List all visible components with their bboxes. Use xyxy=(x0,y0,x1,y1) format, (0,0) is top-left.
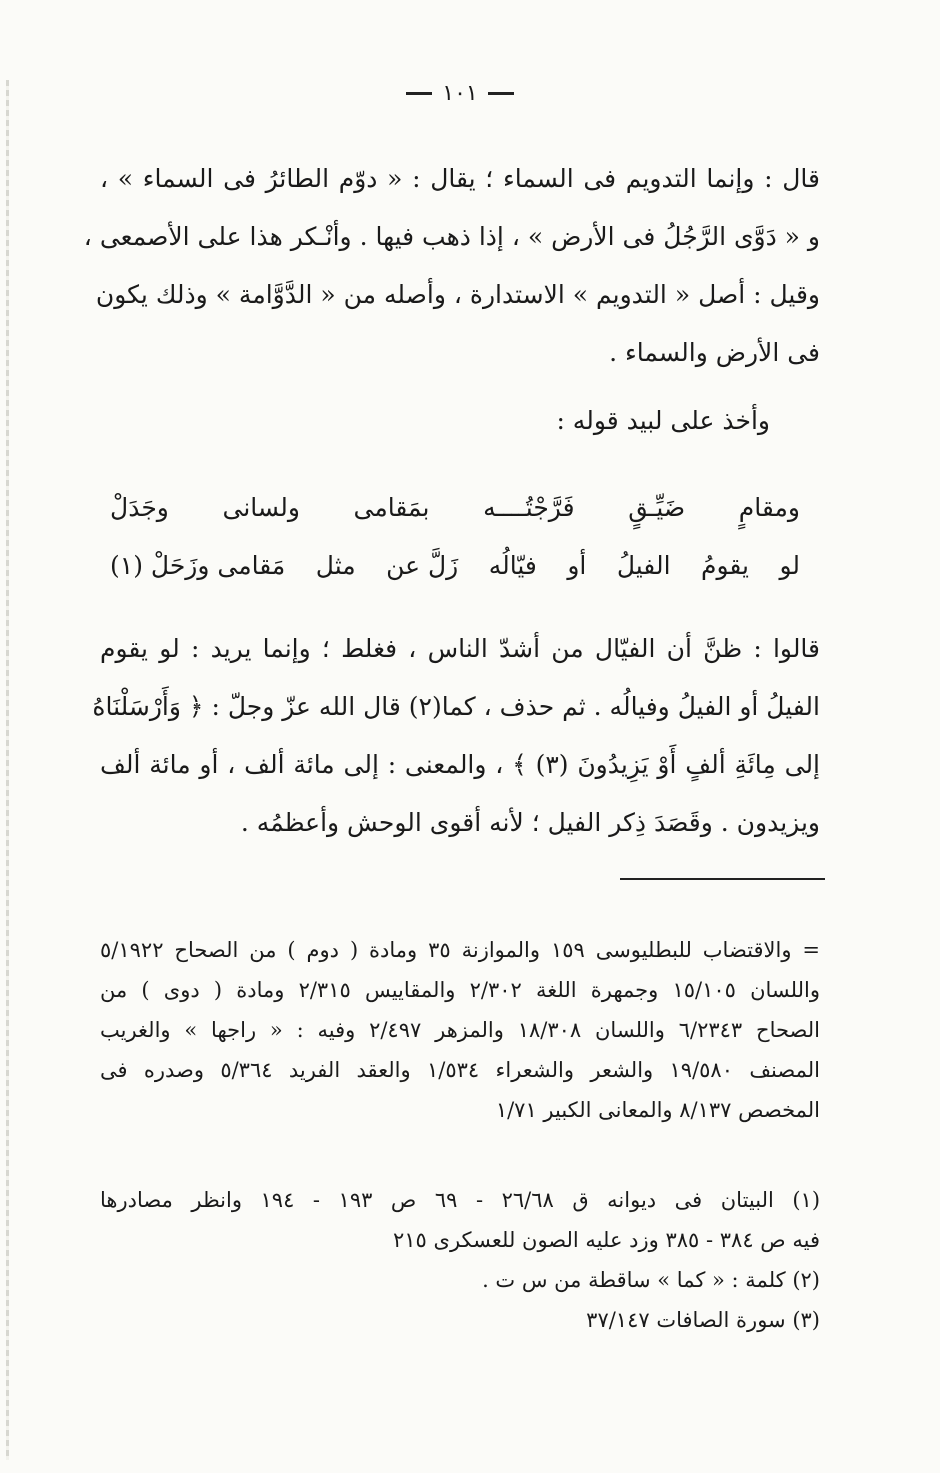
page-number xyxy=(400,78,520,108)
footnote-1-cont: فيه ص ٣٨٤ - ٣٨٥ وزد عليه الصون للعسكرى ٢١٥ xyxy=(393,1228,820,1252)
verse-word: ضَيِّـقٍ xyxy=(628,492,686,522)
page-number-dash xyxy=(488,92,514,95)
paragraph-1 xyxy=(83,150,820,382)
footnote-line: المخصص ٨/١٣٧ والمعانى الكبير ١/٧١ xyxy=(495,1098,820,1122)
text-line: إلى مِائَةِ ألفٍ أَوْ يَزِيدُونَ (٣) ﴾ ، والمعنى : إلى مائة ألف ، أو مائة ألف xyxy=(100,750,821,779)
text-line: قال : وإنما التدويم فى السماء ؛ يقال : « دوّم الطائرُ فى السماء » ، xyxy=(100,164,820,193)
footnotes xyxy=(100,1180,820,1340)
page-number-dash xyxy=(406,92,432,95)
verse-word: بمَقامى xyxy=(353,492,430,522)
verse-word: ولسانى xyxy=(222,492,300,522)
text-line: الفيلُ أو الفيلُ وفيالُه . ثم حذف ، كما(٢) قال الله عزّ وجلّ : ﴿ وَأَرْسَلْنَاهُ xyxy=(92,692,820,721)
footnote-line: = والاقتضاب للبطليوسى ١٥٩ والموازنة ٣٥ ومادة ( دوم ) من الصحاح ٥/١٩٢٢ xyxy=(100,938,820,962)
footnote-line: المصنف ١٩/٥٨٠ والشعر والشعراء ١/٥٣٤ والعقد الفريد ٥/٣٦٤ وصدره فى xyxy=(100,1058,820,1082)
text-line: وأخذ على لبيد قوله : xyxy=(556,406,770,435)
verse-word: فَرَّجْتُــــه xyxy=(483,492,575,522)
verse-word: فيّالُه xyxy=(488,550,537,580)
text-line: ويزيدون . وقَصَدَ ذِكر الفيل ؛ لأنه أقوى الوحش وأعظمُه . xyxy=(240,808,820,837)
footnote-line: واللسان ١٥/١٠٥ وجمهرة اللغة ٢/٣٠٢ والمقاييس ٢/٣١٥ ومادة ( دوى ) من xyxy=(100,978,820,1002)
verse-word: وجَدَلْ xyxy=(110,492,169,522)
footnote-2: (٢) كلمة : « كما » ساقطة من س ت . xyxy=(482,1268,820,1292)
footnote-continuation xyxy=(100,930,820,1130)
text-line: و « دَوَّى الرَّجُلُ فى الأرض » ، إذا ذهب فيها . وأنْـكر هذا على الأصمعى ، xyxy=(83,222,820,251)
footnote-line: الصحاح ٦/٢٣٤٣ واللسان ١٨/٣٠٨ والمزهر ٢/٤٩٧ وفيه : « راجها » والغريب xyxy=(100,1018,820,1042)
verse-word: مثل xyxy=(315,550,356,580)
verse-word: يقومُ xyxy=(700,550,749,580)
verse-word: مَقامى وزَحَلْ (١) xyxy=(110,550,286,580)
text-line: فى الأرض والسماء . xyxy=(609,338,820,367)
verse-word: أو xyxy=(567,550,587,580)
footnote-1: (١) البيتان فى ديوانه ق ٢٦/٦٨ - ٦٩ ص ١٩٣ - ١٩٤ وانظر مصادرها xyxy=(100,1188,821,1212)
paragraph-2 xyxy=(92,620,821,852)
page-number-text: ١٠١ xyxy=(442,80,478,106)
page-edge xyxy=(6,80,9,1460)
verse-intro xyxy=(540,392,770,450)
text-line: وقيل : أصل « التدويم » الاستدارة ، وأصله من « الدَّوَّامة » وذلك يكون xyxy=(95,280,820,309)
footnote-separator xyxy=(620,878,825,880)
verse-word: ومقامٍ xyxy=(738,492,800,522)
verse-word: الفيلُ xyxy=(616,550,671,580)
poem-verses xyxy=(110,478,800,594)
footnote-3: (٣) سورة الصافات ٣٧/١٤٧ xyxy=(586,1308,820,1332)
verse-line-2 xyxy=(110,536,800,594)
text-line: قالوا : ظنَّ أن الفيّال من أشدّ الناس ، فغلط ؛ وإنما يريد : لو يقوم xyxy=(100,634,820,663)
verse-line-1 xyxy=(110,478,800,536)
verse-word: زَلَّ عن xyxy=(386,550,459,580)
verse-word: لو xyxy=(779,550,800,580)
